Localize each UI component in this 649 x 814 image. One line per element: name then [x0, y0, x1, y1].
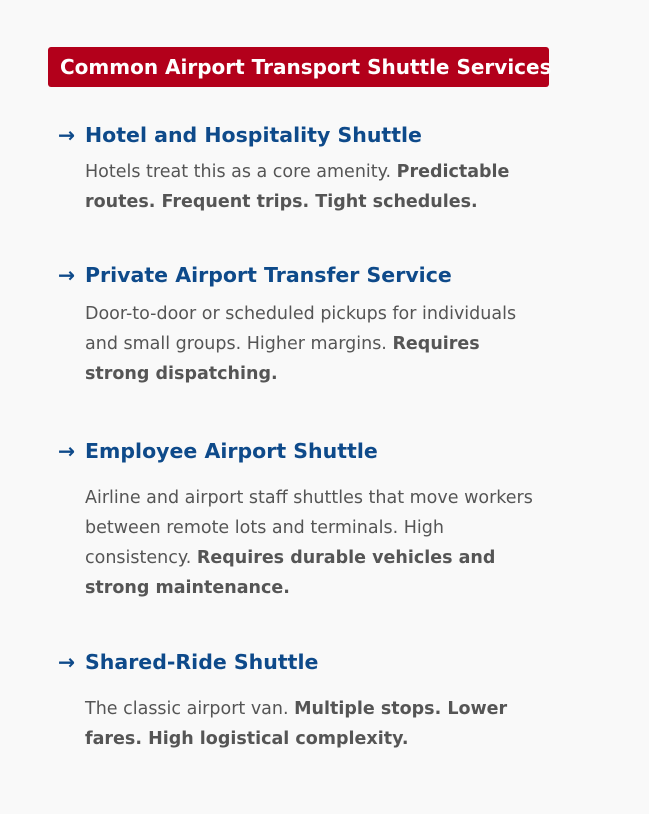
service-highlight: Requires durable vehicles and strong maintenance.: [85, 548, 496, 598]
service-highlight: Requires strong dispatching.: [85, 334, 480, 384]
service-heading: [58, 437, 538, 465]
service-highlight: Predictable routes. Frequent trips. Tight schedules.: [85, 162, 510, 212]
service-heading: [58, 261, 538, 289]
service-highlight: Multiple stops. Lower fares. High logistical complexity.: [85, 699, 508, 749]
section-banner: Common Airport Transport Shuttle Services: [48, 47, 549, 87]
service-employee: [58, 437, 538, 603]
arrow-right-icon: →: [58, 263, 76, 287]
service-description: Door-to-door or scheduled pickups for individuals and small groups. Higher margins. Requires strong dispatching.: [85, 304, 517, 384]
service-shared-ride: [58, 648, 538, 754]
arrow-right-icon: →: [58, 650, 76, 674]
service-description: Hotels treat this as a core amenity. Predictable routes. Frequent trips. Tight schedules.: [85, 162, 510, 212]
service-title: Hotel and Hospitality Shuttle: [85, 123, 422, 147]
service-title: Private Airport Transfer Service: [85, 263, 452, 287]
service-title: Shared-Ride Shuttle: [85, 650, 319, 674]
service-description: The classic airport van. Multiple stops. Lower fares. High logistical complexity.: [85, 699, 508, 749]
arrow-right-icon: →: [58, 123, 76, 147]
service-title: Employee Airport Shuttle: [85, 439, 378, 463]
service-heading: [58, 648, 538, 676]
service-heading: [58, 121, 538, 149]
service-hotel: [58, 121, 538, 217]
service-description: Airline and airport staff shuttles that move workers between remote lots and terminals. High consistency. Requires durable vehicles and strong maintenance.: [85, 488, 533, 598]
arrow-right-icon: →: [58, 439, 76, 463]
service-private-transfer: [58, 261, 538, 389]
